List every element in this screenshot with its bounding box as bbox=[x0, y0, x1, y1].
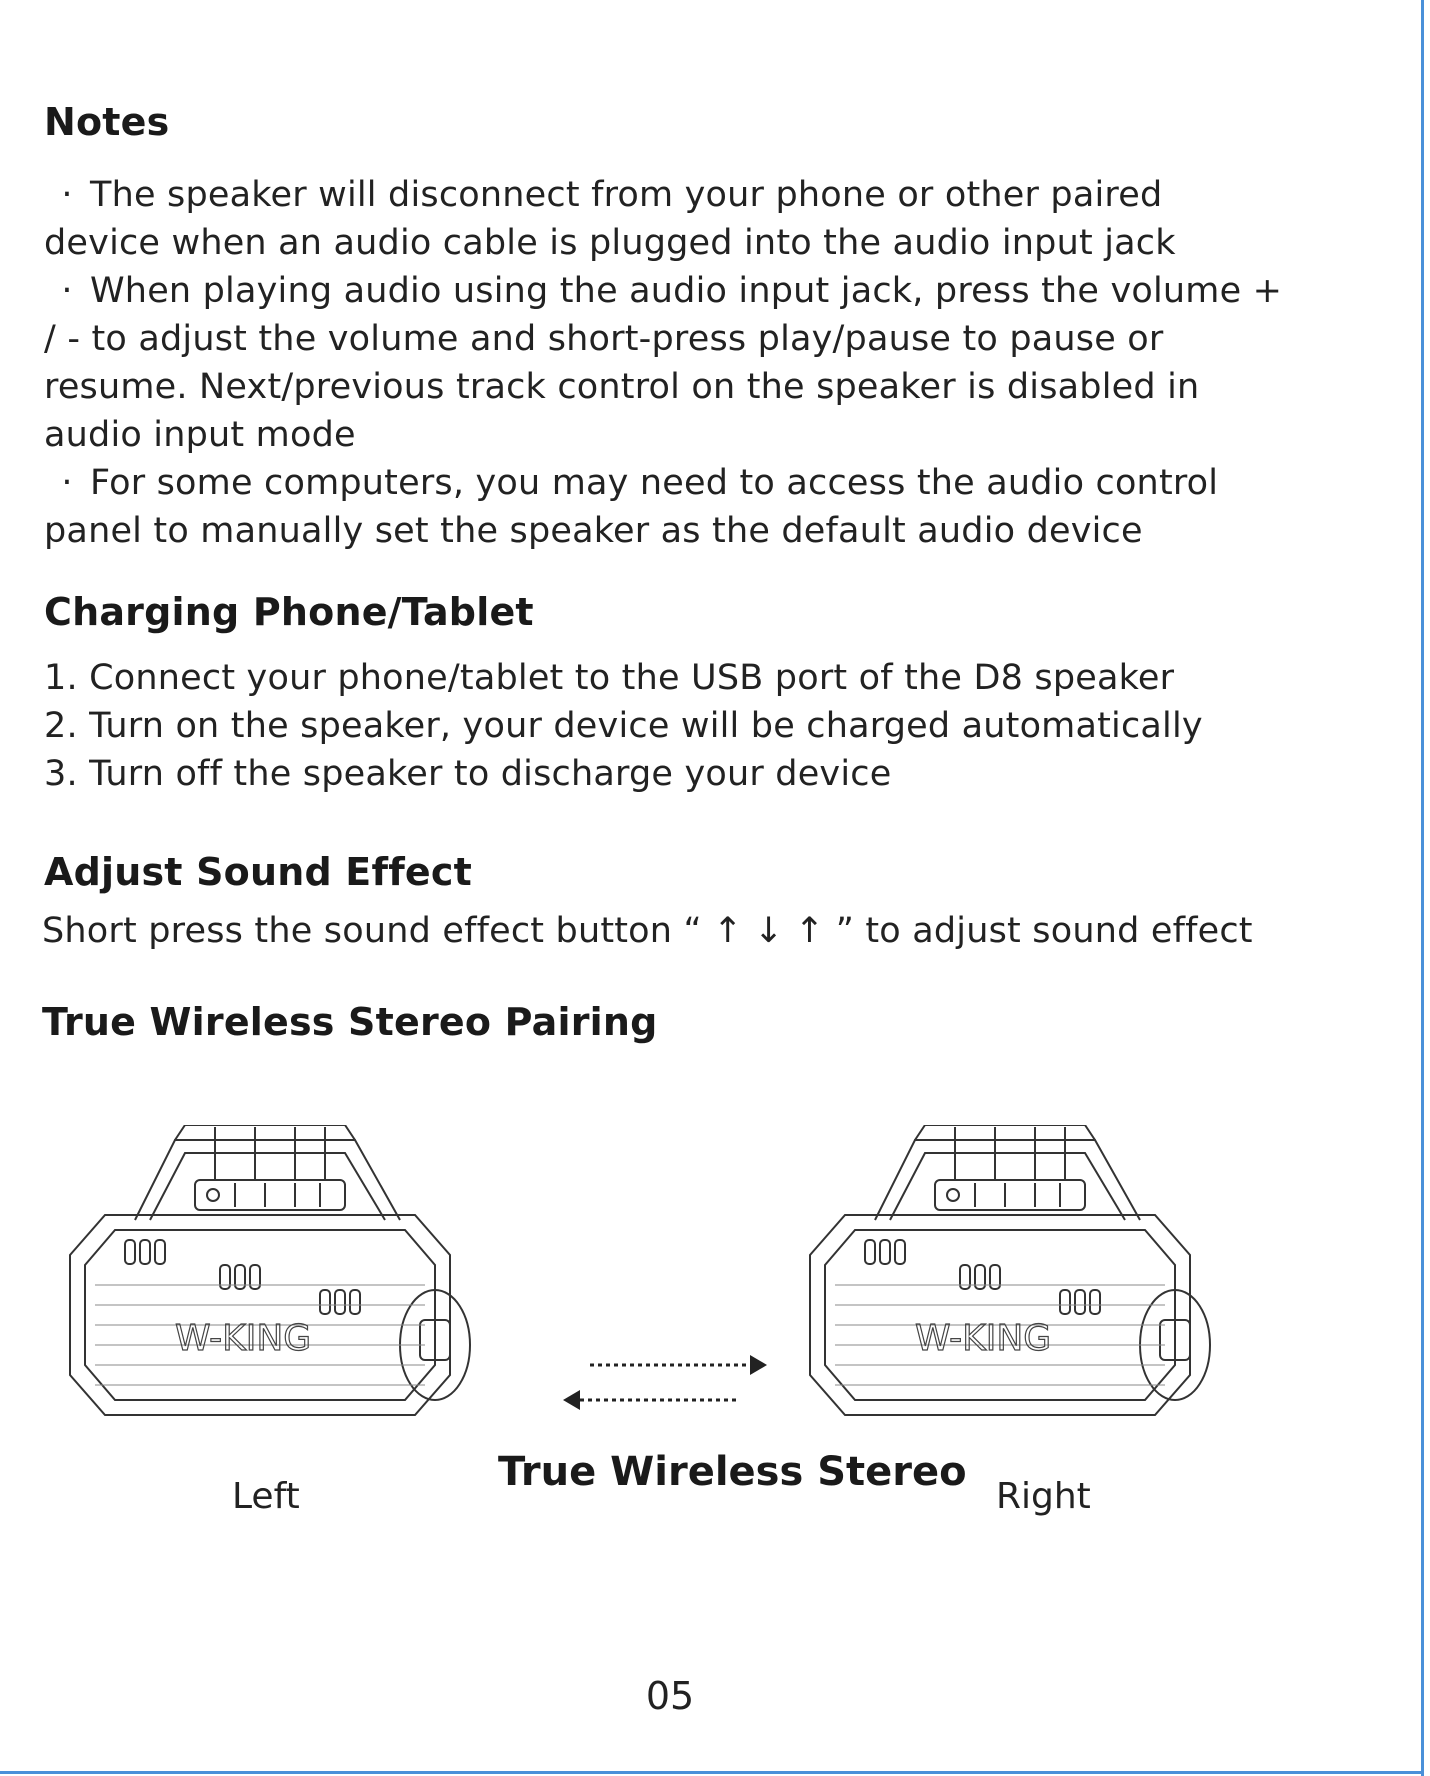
sound-effect-text: Short press the sound effect button “ ↑ ↓ ↑ ” to adjust sound effect bbox=[42, 911, 1253, 951]
arrow-right-head bbox=[750, 1355, 767, 1375]
charging-heading: Charging Phone/Tablet bbox=[44, 590, 534, 634]
page-edge-right bbox=[1421, 0, 1424, 1776]
notes-item-2-line-3: resume. Next/previous track control on the speaker is disabled in bbox=[44, 367, 1200, 407]
right-speaker-brand: W-KING bbox=[915, 1318, 1052, 1359]
right-speaker-label: Right bbox=[996, 1476, 1091, 1517]
right-speaker-illustration bbox=[795, 1125, 1225, 1450]
page-number: 05 bbox=[645, 1674, 695, 1718]
charging-step-1: 1. Connect your phone/tablet to the USB port of the D8 speaker bbox=[44, 658, 1175, 698]
notes-item-3-line-2: panel to manually set the speaker as the default audio device bbox=[44, 511, 1143, 551]
bullet-dot: · bbox=[61, 175, 73, 215]
pairing-arrows bbox=[555, 1340, 775, 1410]
sound-effect-heading: Adjust Sound Effect bbox=[44, 850, 472, 894]
charging-step-2: 2. Turn on the speaker, your device will be charged automatically bbox=[44, 706, 1203, 746]
page-edge-bottom bbox=[0, 1771, 1424, 1774]
notes-item-3-line-1: · For some computers, you may need to access the audio control bbox=[44, 463, 1218, 503]
notes-item-2-line-1: · When playing audio using the audio input jack, press the volume + bbox=[44, 271, 1282, 311]
notes-heading: Notes bbox=[44, 100, 170, 144]
bullet-dot: · bbox=[61, 271, 73, 311]
charging-step-3: 3. Turn off the speaker to discharge your device bbox=[44, 754, 892, 794]
notes-item-1-line-1: · The speaker will disconnect from your phone or other paired bbox=[44, 175, 1162, 215]
arrow-left-head bbox=[563, 1390, 580, 1410]
left-speaker-illustration bbox=[55, 1125, 485, 1450]
left-speaker-brand: W-KING bbox=[175, 1318, 312, 1359]
notes-item-2-line-4: audio input mode bbox=[44, 415, 356, 455]
notes-item-1-line-2: device when an audio cable is plugged into the audio input jack bbox=[44, 223, 1176, 263]
tws-caption: True Wireless Stereo bbox=[498, 1449, 967, 1495]
bullet-dot: · bbox=[61, 463, 73, 503]
tws-heading: True Wireless Stereo Pairing bbox=[42, 1000, 658, 1044]
left-speaker-label: Left bbox=[232, 1476, 300, 1517]
notes-item-2-line-2: / - to adjust the volume and short-press play/pause to pause or bbox=[44, 319, 1164, 359]
